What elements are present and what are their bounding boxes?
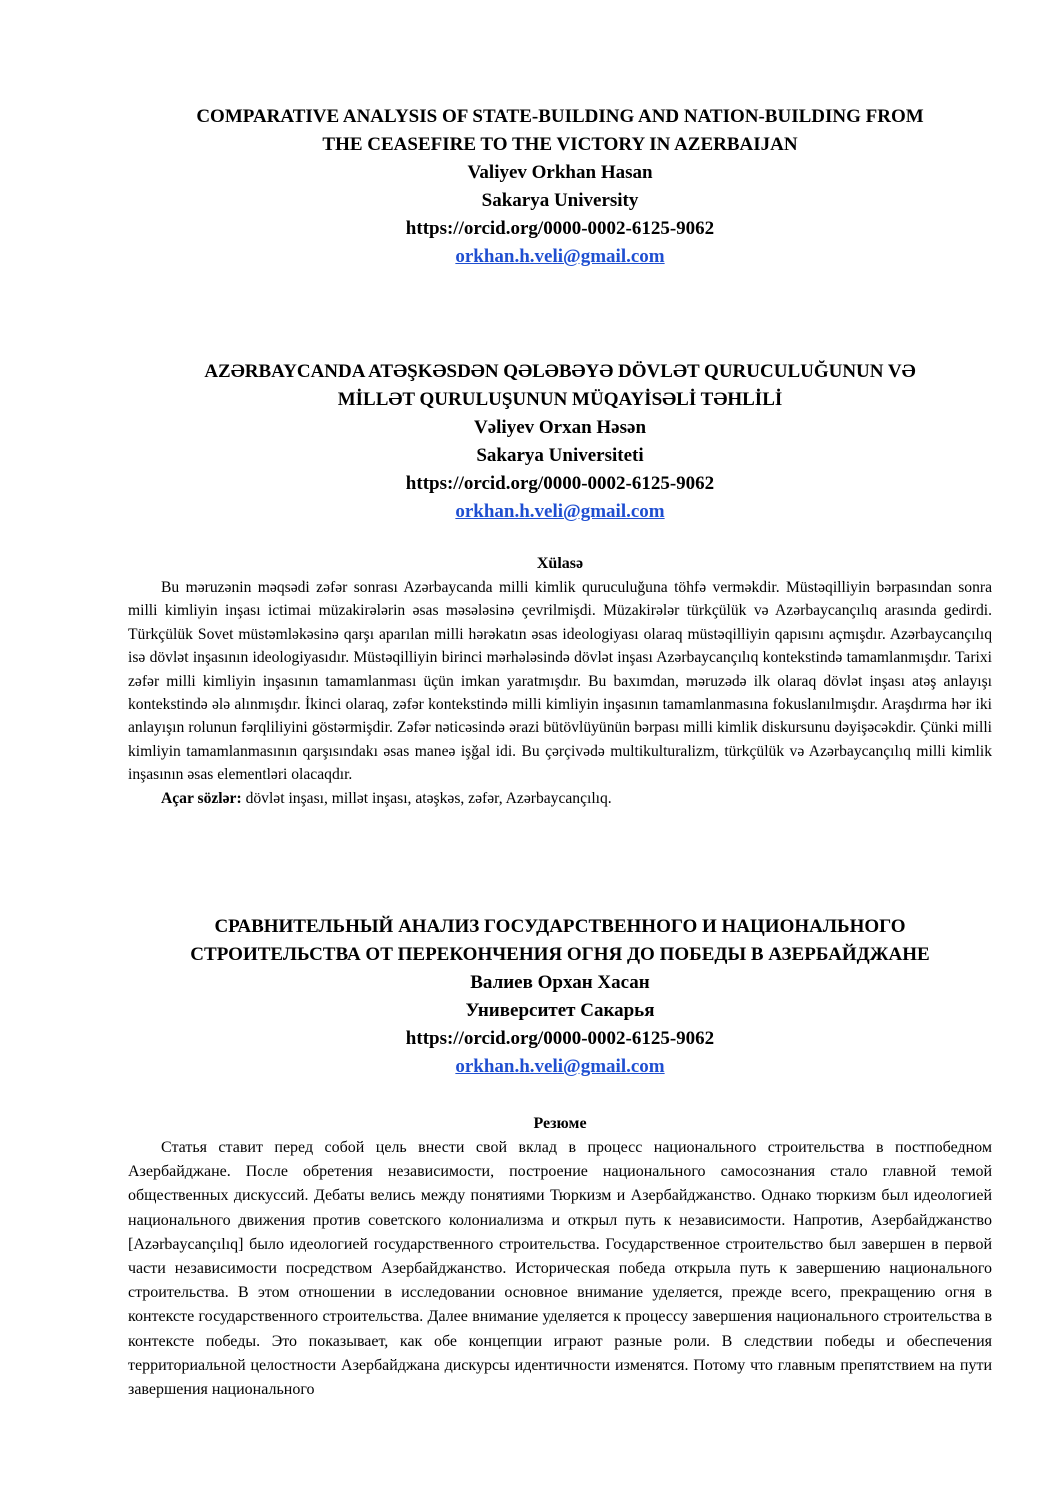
azerbaijani-title-line-2: MİLLƏT QURULUŞUNUN MÜQAYİSƏLİ TƏHLİLİ bbox=[337, 389, 783, 410]
english-email-link[interactable]: orkhan.h.veli@gmail.com bbox=[455, 246, 665, 267]
english-header bbox=[128, 103, 992, 271]
azerbaijani-keywords bbox=[128, 787, 992, 810]
azerbaijani-abstract-text: Bu məruzənin məqsədi zəfər sonrası Azərbaycanda milli kimlik quruculuğuna töhfə verməkdir. Müstəqilliyin bərpasından sonra milli kimliyin inşası ictimai müzakirələrin əsas məsələsinə çevrilmişdi. Müzakirələr türkçülük və Azərbaycançılıq arasında gedirdi. Türkçülük Sovet müstəmləkəsinə qarşı aparılan milli hərəkatın əsas ideologiyası olaraq müstəqilliyin qapısını açmışdır. Azərbaycançılıq isə dövlət inşasının ideologiyasıdır. Müstəqilliyin birinci mərhələsində dövlət inşası Azərbaycançılıq kontekstində tamamlanmışdır. Tarixi zəfər milli kimliyin inşasının tamamlanması üçün imkan yaratmışdır. Bu baxımdan, məruzədə ilk olaraq dövlət inşası atəş anlayışı kontekstində ələ alınmışdır. İkinci olaraq, zəfər kontekstində milli kimliyin inşasının tamamlanmasına fokuslanılmışdır. Araşdırma hər iki anlayışın rolunun fərqliliyini göstərmişdir. Zəfər nəticəsində ərazi bütövlüyünün bərpası milli kimlik diskursunu dəyişəcəkdir. Çünki milli kimliyin tamamlanmasının qarşısındakı əsas maneə işğal idi. Bu çərçivədə multikulturalizm, türkçülük və Azərbaycançılıq milli kimlik inşasının əsas elementləri olacaqdır. bbox=[128, 579, 992, 784]
russian-affiliation: Университет Сакарья bbox=[465, 1000, 655, 1021]
russian-title-line-1: СРАВНИТЕЛЬНЫЙ АНАЛИЗ ГОСУДАРСТВЕННОГО И НАЦИОНАЛЬНОГО bbox=[214, 916, 906, 937]
russian-header bbox=[128, 913, 992, 1081]
russian-abstract-heading: Резюме bbox=[533, 1115, 587, 1132]
english-orcid: https://orcid.org/0000-0002-6125-9062 bbox=[405, 218, 715, 239]
azerbaijani-abstract bbox=[128, 552, 992, 810]
russian-email-link[interactable]: orkhan.h.veli@gmail.com bbox=[455, 1056, 665, 1077]
russian-title-line-2: СТРОИТЕЛЬСТВА ОТ ПЕРЕКОНЧЕНИЯ ОГНЯ ДО ПОБЕДЫ В АЗЕРБАЙДЖАНЕ bbox=[190, 944, 930, 965]
russian-abstract bbox=[128, 1112, 992, 1402]
russian-abstract-text: Статья ставит перед собой цель внести свой вклад в процесс национального строительства в постпобедном Азербайджане. После обретения независимости, построение национального самосознания стало главной темой общественных дискуссий. Дебаты велись между понятиями Тюркизм и Азербайджанство. Однако тюркизм был идеологией национального движения против советского колониализма и открыл путь к независимости. Напротив, Азербайджанство [Azərbaycançılıq] было идеологией государственного строительства. Государственное строительство был завершен в первой части независимости посредством Азербайджанство. Историческая победа открыла путь к завершению национального строительства. В этом отношении в исследовании основное внимание уделяется, прежде всего, прекращению огня в контексте государственного строительства. Далее внимание уделяется к процессу завершения национального строительства в контексте победы. Это показывает, как обе концепции играют разные роли. В следствии победы и обеспечения территориальной целостности Азербайджана дискурсы идентичности изменятся. Потому что главным препятствием на пути завершения национального bbox=[128, 1139, 992, 1399]
azerbaijani-keywords-label: Açar sözlər: bbox=[161, 789, 242, 807]
azerbaijani-affiliation: Sakarya Universiteti bbox=[476, 445, 644, 466]
russian-orcid: https://orcid.org/0000-0002-6125-9062 bbox=[405, 1028, 715, 1049]
azerbaijani-abstract-heading: Xülasə bbox=[536, 555, 584, 572]
azerbaijani-author: Vəliyev Orxan Həsən bbox=[473, 417, 647, 438]
azerbaijani-keywords-text: dövlət inşası, millət inşası, atəşkəs, zəfər, Azərbaycançılıq. bbox=[241, 789, 612, 807]
azerbaijani-title-line-1: AZƏRBAYCANDA ATƏŞKƏSDƏN QƏLƏBƏYƏ DÖVLƏT QURUCULUĞUNUN VƏ bbox=[204, 361, 916, 382]
russian-author: Валиев Орхан Хасан bbox=[470, 972, 650, 993]
azerbaijani-email-link[interactable]: orkhan.h.veli@gmail.com bbox=[455, 501, 665, 522]
azerbaijani-header bbox=[128, 358, 992, 526]
english-affiliation: Sakarya University bbox=[481, 190, 639, 211]
azerbaijani-orcid: https://orcid.org/0000-0002-6125-9062 bbox=[405, 473, 715, 494]
english-author: Valiyev Orkhan Hasan bbox=[467, 162, 653, 183]
english-title-line-1: COMPARATIVE ANALYSIS OF STATE-BUILDING AND NATION-BUILDING FROM bbox=[196, 106, 924, 127]
english-title-line-2: THE CEASEFIRE TO THE VICTORY IN AZERBAIJAN bbox=[322, 134, 798, 155]
